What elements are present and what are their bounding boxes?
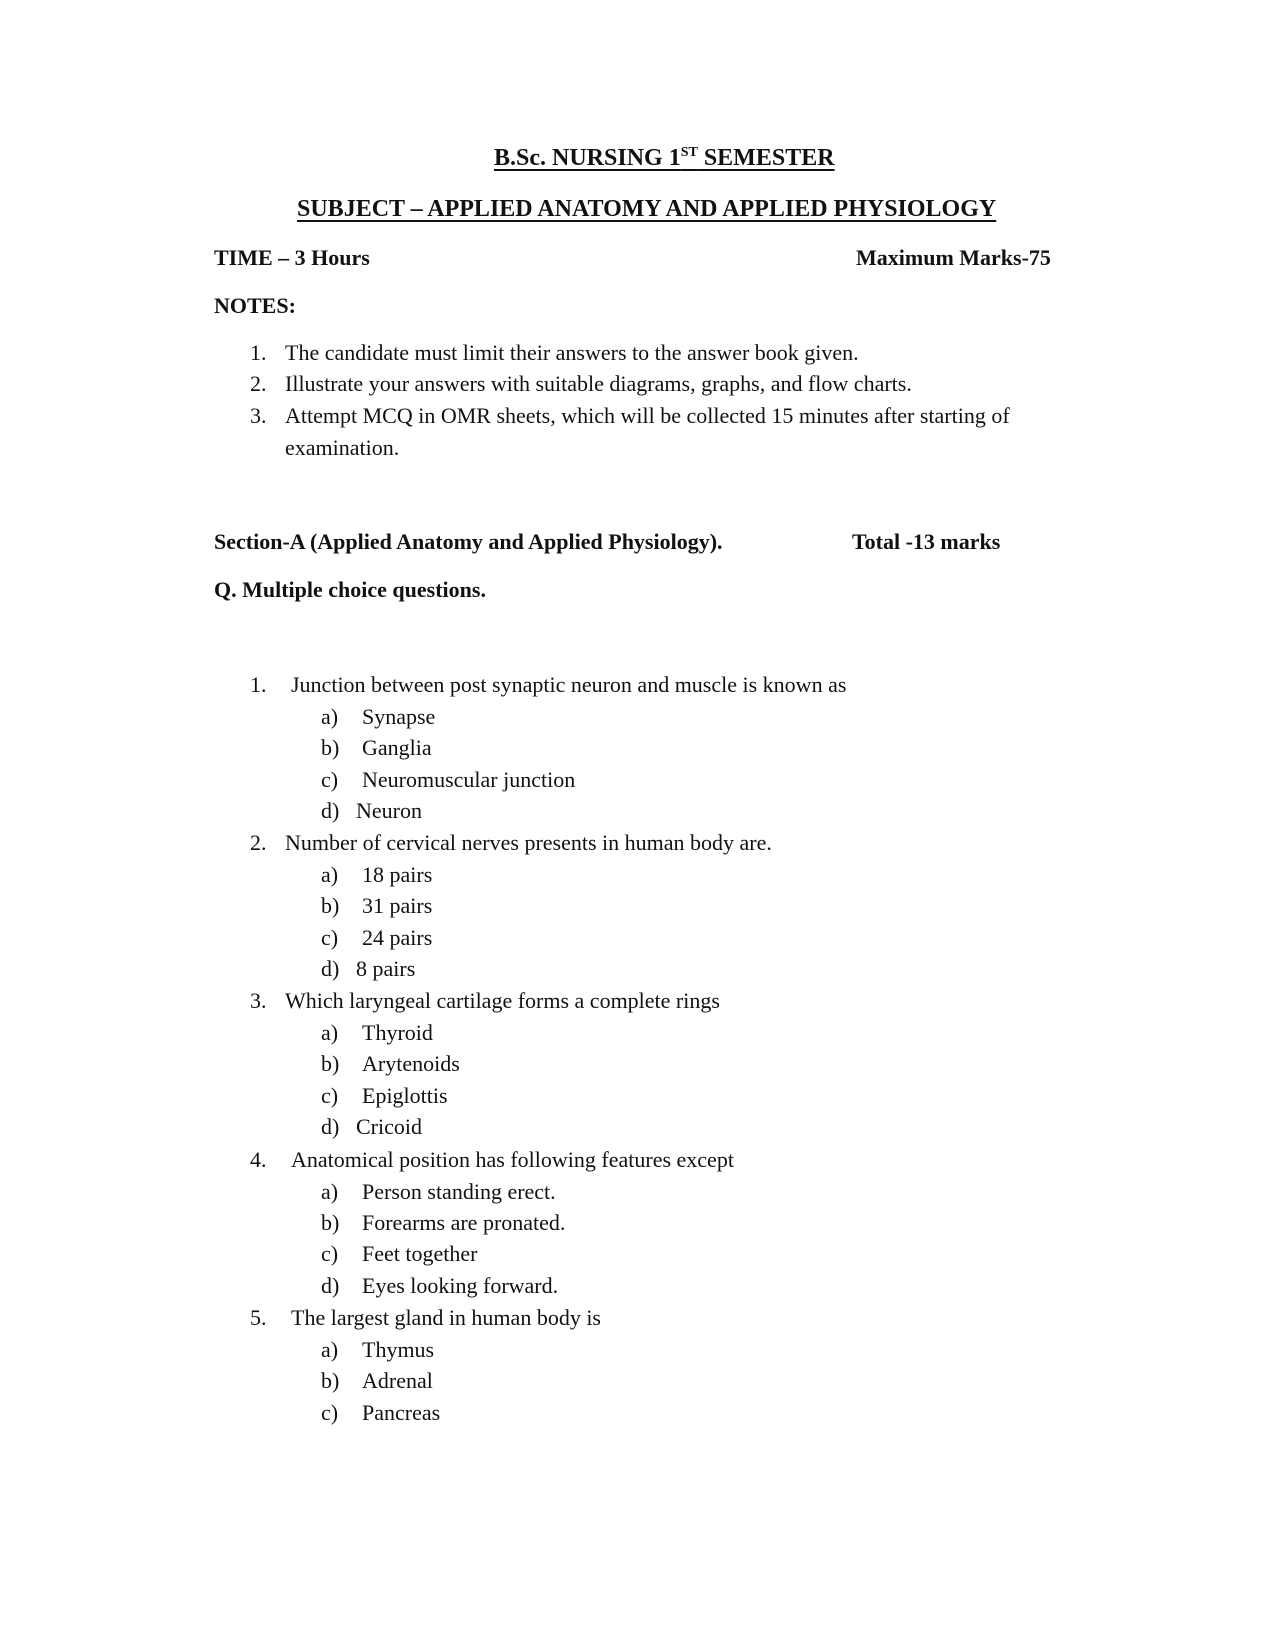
section-title: Section-A (Applied Anatomy and Applied Physiology). — [214, 529, 723, 554]
question-heading: Q. Multiple choice questions. — [214, 577, 486, 602]
section-total: Total -13 marks — [852, 529, 1001, 554]
answer-option — [321, 1020, 433, 1045]
answer-option — [321, 1179, 556, 1204]
option-letter: a) — [321, 704, 339, 729]
option-letter: c) — [321, 1241, 339, 1266]
option-letter: b) — [321, 1368, 340, 1393]
question-item — [250, 1305, 601, 1330]
note-text: Attempt MCQ in OMR sheets, which will be collected 15 minutes after starting of — [285, 403, 1010, 428]
question-text: The largest gland in human body is — [291, 1305, 601, 1330]
question-item — [250, 988, 720, 1013]
option-letter: c) — [321, 1083, 339, 1108]
option-text: Thymus — [362, 1337, 435, 1362]
answer-option — [321, 735, 432, 760]
option-text: 31 pairs — [362, 893, 433, 918]
option-letter: b) — [321, 735, 340, 760]
note-text-continuation: examination. — [285, 435, 400, 460]
option-text: 8 pairs — [356, 956, 416, 981]
option-text: Forearms are pronated. — [362, 1210, 566, 1235]
answer-option — [321, 1083, 448, 1108]
question-text: Number of cervical nerves presents in human body are. — [285, 830, 772, 855]
max-marks: Maximum Marks-75 — [856, 245, 1051, 270]
note-number: 3. — [250, 403, 267, 428]
note-item — [250, 340, 859, 365]
question-number: 5. — [250, 1305, 267, 1330]
option-text: Eyes looking forward. — [362, 1273, 559, 1298]
option-text: Synapse — [362, 704, 436, 729]
option-letter: c) — [321, 767, 339, 792]
question-number: 1. — [250, 672, 267, 697]
course-title — [494, 146, 835, 170]
answer-option — [321, 956, 416, 981]
answer-option — [321, 1337, 435, 1362]
option-text: Adrenal — [362, 1368, 433, 1393]
question-number: 2. — [250, 830, 267, 855]
option-text: 24 pairs — [362, 925, 433, 950]
option-letter: d) — [321, 1273, 340, 1298]
option-letter: d) — [321, 798, 340, 823]
answer-option — [321, 1241, 478, 1266]
note-text: Illustrate your answers with suitable diagrams, graphs, and flow charts. — [285, 371, 912, 396]
answer-option — [321, 925, 433, 950]
note-item — [250, 371, 912, 396]
note-number: 2. — [250, 371, 267, 396]
subject-title: SUBJECT – APPLIED ANATOMY AND APPLIED PHYSIOLOGY — [297, 196, 997, 222]
course-title-sup: ST — [680, 145, 698, 160]
option-letter: b) — [321, 1210, 340, 1235]
question-number: 4. — [250, 1147, 267, 1172]
question-number: 3. — [250, 988, 267, 1013]
notes-heading: NOTES: — [214, 293, 296, 318]
note-text: The candidate must limit their answers to the answer book given. — [285, 340, 859, 365]
option-letter: a) — [321, 1337, 339, 1362]
option-text: Person standing erect. — [362, 1179, 556, 1204]
answer-option — [321, 1114, 422, 1139]
question-item — [250, 672, 847, 697]
option-letter: a) — [321, 862, 339, 887]
answer-option — [321, 767, 576, 792]
question-text: Which laryngeal cartilage forms a complete rings — [285, 988, 720, 1013]
course-title-main: B.Sc. NURSING 1 — [494, 145, 681, 171]
answer-option — [321, 1400, 441, 1425]
option-text: Arytenoids — [362, 1051, 460, 1076]
answer-option — [321, 1368, 433, 1393]
note-number: 1. — [250, 340, 267, 365]
course-title-tail: SEMESTER — [697, 145, 835, 171]
question-text: Junction between post synaptic neuron and muscle is known as — [291, 672, 847, 697]
question-item — [250, 830, 772, 855]
answer-option — [321, 704, 436, 729]
answer-option — [321, 798, 422, 823]
option-letter: a) — [321, 1179, 339, 1204]
exam-time: TIME – 3 Hours — [214, 245, 370, 270]
option-letter: d) — [321, 1114, 340, 1139]
question-item — [250, 1147, 734, 1172]
answer-option — [321, 1273, 559, 1298]
option-text: Cricoid — [356, 1114, 422, 1139]
note-item — [250, 403, 1010, 428]
question-text: Anatomical position has following features except — [291, 1147, 734, 1172]
option-letter: a) — [321, 1020, 339, 1045]
option-letter: d) — [321, 956, 340, 981]
option-text: Epiglottis — [362, 1083, 448, 1108]
option-text: Feet together — [362, 1241, 478, 1266]
option-letter: c) — [321, 1400, 339, 1425]
answer-option — [321, 893, 433, 918]
answer-option — [321, 862, 433, 887]
option-text: Thyroid — [362, 1020, 433, 1045]
option-text: Ganglia — [362, 735, 432, 760]
option-letter: c) — [321, 925, 339, 950]
answer-option — [321, 1210, 566, 1235]
option-text: 18 pairs — [362, 862, 433, 887]
option-text: Neuron — [356, 798, 422, 823]
option-letter: b) — [321, 1051, 340, 1076]
answer-option — [321, 1051, 460, 1076]
option-letter: b) — [321, 893, 340, 918]
option-text: Neuromuscular junction — [362, 767, 576, 792]
option-text: Pancreas — [362, 1400, 441, 1425]
